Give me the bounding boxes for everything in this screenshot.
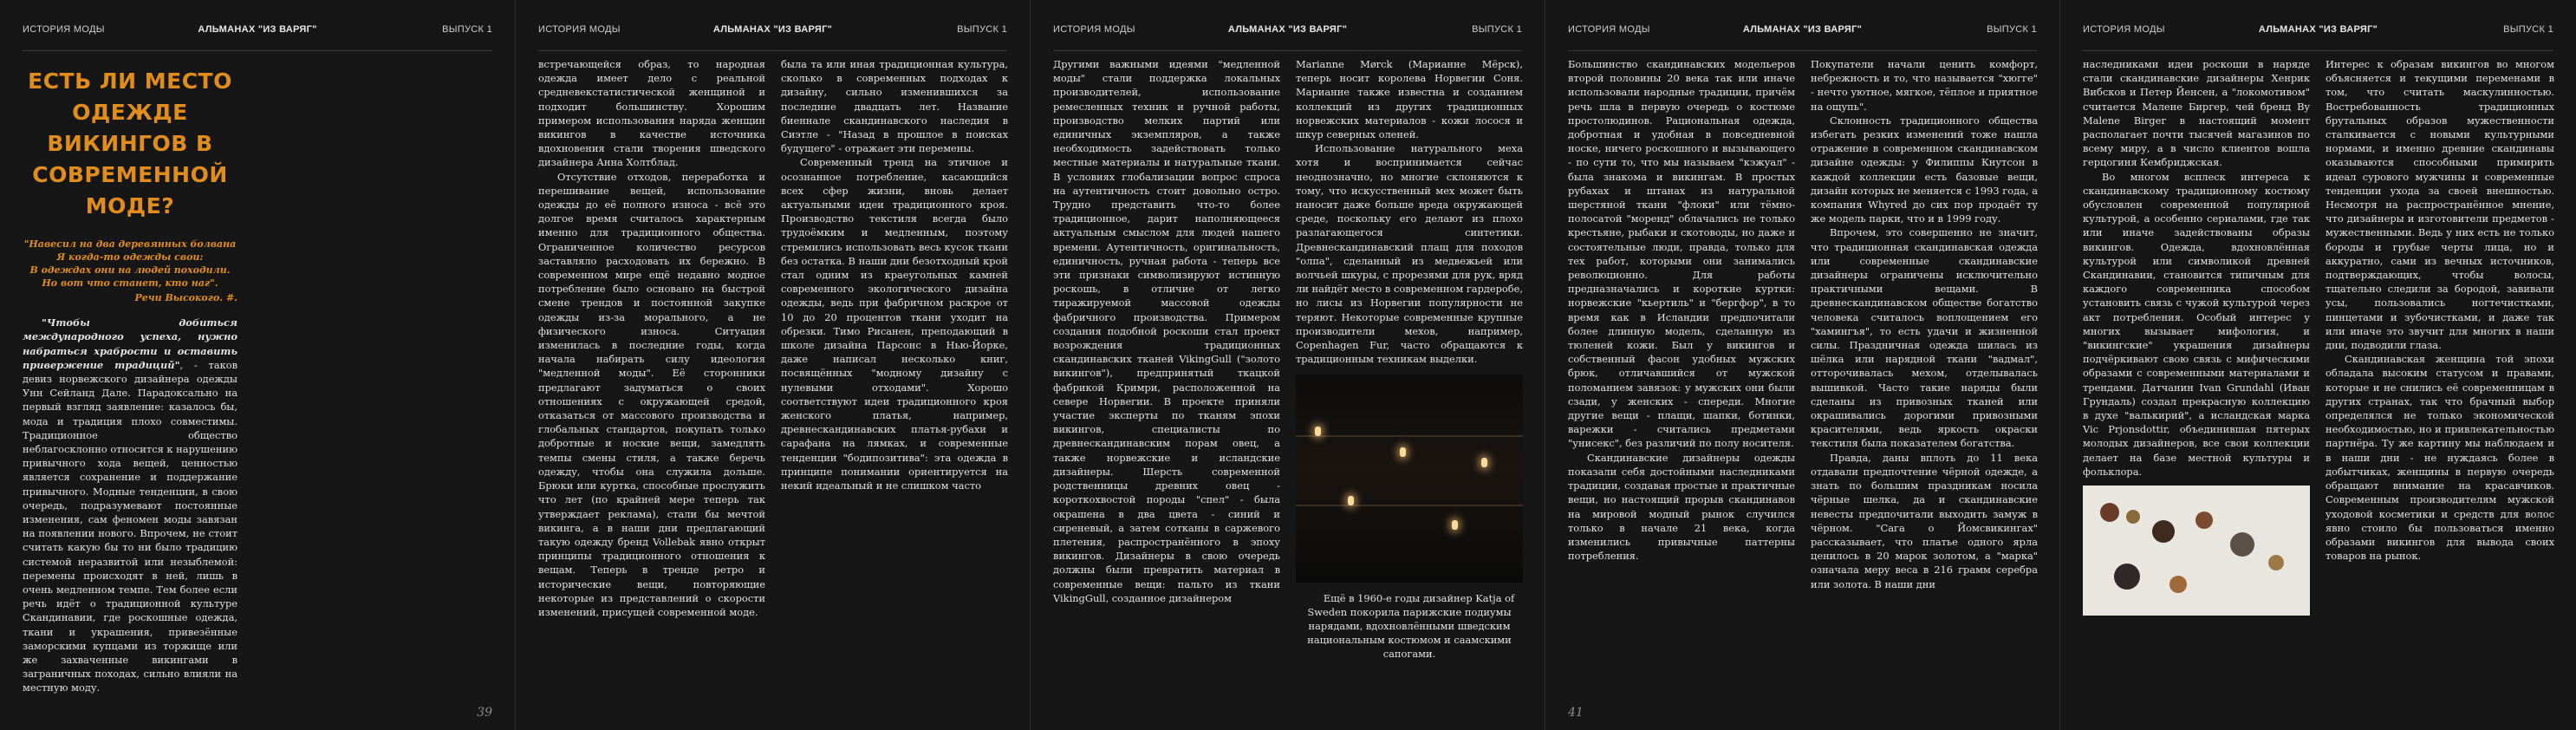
paragraph: Правда, даны вплоть до 11 века отдавали предпочтение чёрной одежде, а знать по большим праздникам носила чёрные шелка, да и скандинавские невесты предпочитали выходить замуж в чёрном. "Сага о Йомсвикингах" рассказывает, что платье одного ярла ценилось в 20 марок золотом, а "марка" означала меру веса в 216 грамм серебра или золота. В наши дни — [1811, 451, 2038, 590]
page-43 — [2059, 0, 2576, 730]
page-header — [1031, 0, 1545, 36]
text-column-left — [1053, 57, 1280, 709]
epigraph-line: Но вот что станет, кто наг". — [42, 277, 218, 289]
header-issue: ВЫПУСК 1 — [442, 24, 492, 35]
header-title: АЛЬМАНАХ "ИЗ ВАРЯГ" — [1742, 24, 1863, 35]
epigraph — [23, 238, 237, 290]
article-title: ЕСТЬ ЛИ МЕСТО ОДЕЖДЕ ВИКИНГОВ В СОВРЕМЕННОЙ МОДЕ? — [28, 68, 232, 218]
text-column-left — [23, 57, 237, 709]
paragraph: Использование натурального меха хотя и воспринимается сейчас неоднозначно, но многие склоняются к тому, что искусственный мех может быть наносит даже больше вреда окружающей среде, поскольку его делают из плохо разлагающегося синтетики. Древнескандинавский плащ для походов "олпа", сделанный из медвежьей или волчьей шкуры, с прорезями для рук, вряд ли найдёт место в современном гардеробе, но лисы из Норвегии популярности не теряют. Некоторые современные крупные производители мехов, например, Copenhagen Fur, часто обращаются к традиционным техникам выделки. — [1296, 142, 1523, 366]
quote: "Чтобы добиться международного успеха, нужно набраться храбрости и оставить привержение традиций" — [23, 316, 237, 371]
text-column-left — [1568, 57, 1795, 709]
page-header — [2060, 0, 2576, 36]
paragraph: Во многом всплеск интереса к скандинавскому традиционному костюму обусловлен современной популярной культурой, а особенно сериалами, где так или иначе задействованы образы викингов. Одежда, вдохновлённая культурой или символикой древней Скандинавии, становится типичным для каждого современника способом установить связь с чужой культурой через акт потребления. Особый интерес у многих вызывает мифология, и "викингские" украшения дизайнеры подчёркивают свою связь с мифическими образами с современными материалами и трендами. Датчанин Ivan Grundahl (Иван Грундаль) создал прекрасную коллекцию в духе "валькирий", а исландская марка Vic Prjonsdottir, объединившая пятерых молодых дизайнеров, все свои коллекции делает на базе местной культуры и фольклора. — [2083, 170, 2310, 478]
header-rule — [1568, 50, 2037, 51]
page-40 — [515, 0, 1030, 730]
text-column-right — [781, 57, 1008, 709]
page-41 — [1030, 0, 1545, 730]
header-rule — [1053, 50, 1522, 51]
page-39 — [0, 0, 515, 730]
header-title: АЛЬМАНАХ "ИЗ ВАРЯГ" — [198, 24, 317, 35]
header-title: АЛЬМАНАХ "ИЗ ВАРЯГ" — [2258, 24, 2378, 35]
header-rule — [538, 50, 1007, 51]
text-column-right — [2326, 57, 2554, 709]
paragraph — [23, 316, 237, 694]
paragraph: Большинство скандинавских модельеров второй половины 20 века так или иначе использовали народные традиции, причём речь шла в первую очередь о костюме простолюдинов. Рациональная одежда, добротная и удобная в повседневной носке, ничего роскошного и вызывающего - по сути то, что мы называем "кэжуал" - была знакома и викингам. В простых рубахах и штанах из натуральной шерстяной ткани "флоки" или тёмно-полосатой "моренд" облачались не только крестьяне, рыбаки и скотоводы, но даже и состоятельные люди, правда, только для тех работ, которыми они занимались революционно. Для работы предназначались и короткие куртки: норвежские "кьертиль" и "бергфор", в то время как в Исландии предпочитали более длинную модель, сделанную из тюленей кожи. Был у викингов и собственный фасон удобных мужских брюк, отличавшийся от мужской поломанием завязок: у мужских они были сзади, у женских - спереди. Многие другие вещи - плащи, шапки, ботинки, варежки - считались предметами "унисекс", без различий по полу носителя. — [1568, 58, 1795, 450]
photo-caption: Ещё в 1960-е годы дизайнер Katja of Sweden покорила парижские подиумы нарядами, вдохновлёнными шведским национальным костюмом и саамскими сапогами. — [1307, 592, 1515, 661]
text-column-left — [538, 57, 765, 709]
header-issue: ВЫПУСК 1 — [1472, 24, 1522, 35]
paragraph: Интерес к образам викингов во многом объясняется и текущими переменами в том, что считать маскулинностью. Востребованность традиционных брутальных образов мужественности сталкивается с новыми культурными нормами, и именно древние скандинавы оказываются способными примирить идеал сурового мужчины и современные тенденции ухода за своей внешностью. Несмотря на распространённое мнение, что дизайнеры и изготовители предметов - мужественными. Ведь у них есть не только бороды и грубые черты лица, но и аккуратно, сами из вечных источников, подтверждающих, чтобы волосы, тщательно следили за бородой, завивали усы, пользовались ногтечистками, пинцетами и зубочистками, и даже так или иначе это звучит для многих в наши дни, подводили глаза. — [2326, 58, 2554, 352]
paragraph-text: , - таков девиз норвежского дизайнера одежды Унн Сейланд Дале. Парадоксально на первый взгляд заявление: казалось бы, мода и традиция плохо совместимы. Традиционное общество неблагосклонно относится к нарушению привычного хода вещей, ценностью является сохранение и поддержание привычного. Модные тенденции, в свою очередь, подразумевают постоянные изменения, сам феномен моды завязан на появлении нового. Впрочем, не стоит считать какую бы то ни было традицию системой неразвитой или незыблемой: перемены происходят в ней, лишь в очень медленном темпе. Тем более если речь идёт о традиционной культуре Скандинавии, где роскошные одежда, ткани и украшения, привезённые заморскими купцами из торжище или же захваченные викингами в заграничных походах, сильно влияли на местную моду. — [23, 358, 237, 694]
paragraph: Marianne Mørck (Марианне Мёрск), теперь носит королева Норвегии Соня. Марианне также известна и созданием коллекций из других традиционных норвежских материалов - кожи лосося и шкур северных оленей. — [1296, 58, 1523, 141]
paragraph: наследниками идеи роскоши в наряде стали скандинавские дизайнеры Хенрик Вибсков и Петер Йенсен, а "локомотивом" считается Малене Биргер, чей бренд By Malene Birger в настоящий момент располагает почти тысячей магазинов по всему миру, а в число клиентов вошла герцогиня Кембриджская. — [2083, 58, 2310, 169]
epigraph-line: Я когда-то одежды свои: — [56, 251, 204, 263]
epigraph-line: "Навесил на два деревянных болвана — [23, 238, 237, 250]
header-section: ИСТОРИЯ МОДЫ — [1568, 24, 1650, 35]
paragraph: Покупатели начали ценить комфорт, небрежность и то, что называется "хюгге" - нечто уютное, мягкое, тёплое и приятное на ощупь". — [1811, 58, 2038, 113]
paragraph: была та или иная традиционная культура, сколько в современных подходах к дизайну, сильно изменившихся за последние двадцать лет. Название биеннале скандинавского наследия в Сиэтле - "Назад в прошлое в поисках будущего" - отражает эти перемены. — [781, 58, 1008, 155]
paragraph: Склонность традиционного общества избегать резких изменений тоже нашла отражение в современном скандинавском дизайне одежды: у Филиппы Кнутсон в каждой коллекции есть базовые вещи, дизайн которых не меняется с 1993 года, а компания Whyred до сих пор продаёт ту же модель парки, что и в 1999 году. — [1811, 114, 2038, 225]
text-column-left — [2083, 57, 2310, 709]
header-title: АЛЬМАНАХ "ИЗ ВАРЯГ" — [712, 24, 833, 35]
paragraph: Другими важными идеями "медленной моды" стали поддержка локальных производителей, использование ремесленных техник и ручной работы, производство мелких партий или единичных экземпляров, а также необходимость задействовать только местные материалы и натуральные ткани. В условиях глобализации вопрос спроса на аутентичность стоит довольно остро. Трудно представить что-то более традиционное, дарит наполняющееся актуальным смыслом для людей нашего времени. Аутентичность, оригинальность, единичность, ручная работа - теперь все эти признаки символизируют истинную роскошь, в отличие от легко тиражируемой массовой одежды фабричного производства. Примером создания подобной роскоши стал проект возрождения традиционных скандинавских тканей VikingGull ("золото викингов"), предпринятый ткацкой фабрикой Кримри, расположенной на севере Норвегии. В проекте приняли участие эксперты по тканям эпохи викингов, специалисты по древнескандинавским порам овец, а также норвежские и исландские дизайнеры. Шерсть современной родственницы древних овец - короткохвостой породы "спел" - была окрашена в два цвета - синий и сиреневый, а затем сотканы в саржевого плетения, распространённого в эпоху викингов. Дизайнеры в свою очередь должны были превратить материал в современные вещи: пальто из ткани VikingGull, созданное дизайнером — [1053, 58, 1280, 604]
text-column-right — [260, 57, 491, 709]
header-section: ИСТОРИЯ МОДЫ — [23, 24, 105, 35]
paragraph: Скандинавская женщина той эпохи обладала высоким статусом и правами, которые и не снились её современницам в других странах, так что брачный выбор определялся не только экономической необходимостью, но и привлекательностью партнёра. Ту же картину мы наблюдаем и в наши дни - не нуждаясь более в добытчиках, женщины в первую очередь обращают внимание на красавчиков. Современным производителям мужской уходовой косметики и средств для волос явно стоило бы пользоваться именно образами викингов для вывода своих товаров на рынок. — [2326, 353, 2554, 563]
page-header — [516, 0, 1030, 36]
paragraph: Современный тренд на этичное и осознанное потребление, касающийся всех сфер жизни, вновь делает актуальными идеи традиционного кроя. Производство текстиля всегда было трудоёмким и медленным, поэтому стремились использовать весь кусок ткани без остатка. В наши дни безотходный крой стал одним из краеугольных камней современного экологического дизайна одежды, ведь при фабричном раскрое от 10 до 20 процентов ткани уходит на обрезки. Тимо Рисанен, преподающий в школе дизайна Парсонс в Нью-Йорке, даже написал несколько книг, посвящённых "модному дизайну с нулевыми отходами". Хорошо соответствуют идеи традиционного кроя женского платья, например, древнескандинавских платья-рубахи и сарафана на лямках, и современные тенденции "бодипозитива": эта одежда в принципе понимании ориентируется на некий идеальный и не слишком часто — [781, 156, 1008, 492]
paragraph: Скандинавские дизайнеры одежды показали себя достойными наследниками традиции, создавая простые и практичные вещи, но настоящий прорыв скандинавов на мировой модный рынок случился только в начале 21 века, когда изменились привычные паттерны потребления. — [1568, 451, 1795, 563]
epigraph-line: В одеждах они на людей походили. — [29, 264, 231, 276]
header-section: ИСТОРИЯ МОДЫ — [1053, 24, 1135, 35]
header-issue: ВЫПУСК 1 — [957, 24, 1007, 35]
jewellery-photo — [2083, 486, 2310, 616]
page-number: 41 — [1568, 706, 1584, 720]
museum-photo — [1296, 375, 1523, 583]
paragraph: Впрочем, это совершенно не значит, что традиционная скандинавская одежда или современные скандинавские дизайнеры ограничены исключительно практичными вещами. В древнескандинавском обществе богатство человека считалось воплощением его "хамингъя", то есть удачи и жизненной силы. Праздничная одежда шилась из шёлка или нарядной ткани "вадмал", отторочивалась мехом, отделывалась вышивкой. Часто такие наряды были сделаны из привозных тканей или окрашивались дорогими привозными красителями, ведь яркость окраски текстиля была показателем богатства. — [1811, 226, 2038, 450]
header-section: ИСТОРИЯ МОДЫ — [2083, 24, 2165, 35]
page-header — [1545, 0, 2059, 36]
paragraph: встречающейся образ, то народная одежда имеет дело с реальной средневекстатистической женщиной и подходит большинству. Хорошим примером использования наряда женщин викингов в качестве источника вдохновения стали творения шведского дизайнера Анна Холтблад. — [538, 58, 765, 169]
page-header — [0, 0, 515, 36]
epigraph-author: Речи Высокого. #. — [134, 292, 237, 303]
page-42 — [1545, 0, 2059, 730]
header-issue: ВЫПУСК 1 — [2503, 24, 2553, 35]
header-title: АЛЬМАНАХ "ИЗ ВАРЯГ" — [1227, 24, 1348, 35]
header-section: ИСТОРИЯ МОДЫ — [538, 24, 621, 35]
header-rule — [23, 50, 492, 51]
text-column-right — [1296, 57, 1523, 709]
header-rule — [2083, 50, 2553, 51]
paragraph: Отсутствие отходов, переработка и перешивание вещей, использование одежды до её полного износа - всё это долгое время считалось характерным именно для традиционного общества. Ограниченное количество ресурсов заставляло расходовать их бережно. В современном мире ещё недавно модное потребление было основано на быстрой смене трендов и постоянной закупке одежды из-за морального, а не физического износа. Ситуация изменилась в последние годы, когда начала набирать силу идеология "медленной моды". Её сторонники предлагают задуматься о своих отношениях с окружающей средой, отказаться от массового производства и глобальных стандартов, покупать только добротные и ноские вещи, замедлять темпы смены стиля, а также беречь одежду, чтобы она служила дольше. Брюки или куртка, способные прослужить что лет (по крайней мере теперь так утверждает реклама), стали бы мечтой викинга, а в наши дни предлагающий такую одежду бренд Vollebak явно открыт принципы традиционного отношения к вещам. Теперь в тренде ретро и исторические вещи, повторяющие некоторые из представлений о скорости изменений, присущей современной моде. — [538, 170, 765, 618]
text-column-right — [1811, 57, 2038, 709]
header-issue: ВЫПУСК 1 — [1987, 24, 2037, 35]
page-number: 39 — [477, 706, 492, 720]
